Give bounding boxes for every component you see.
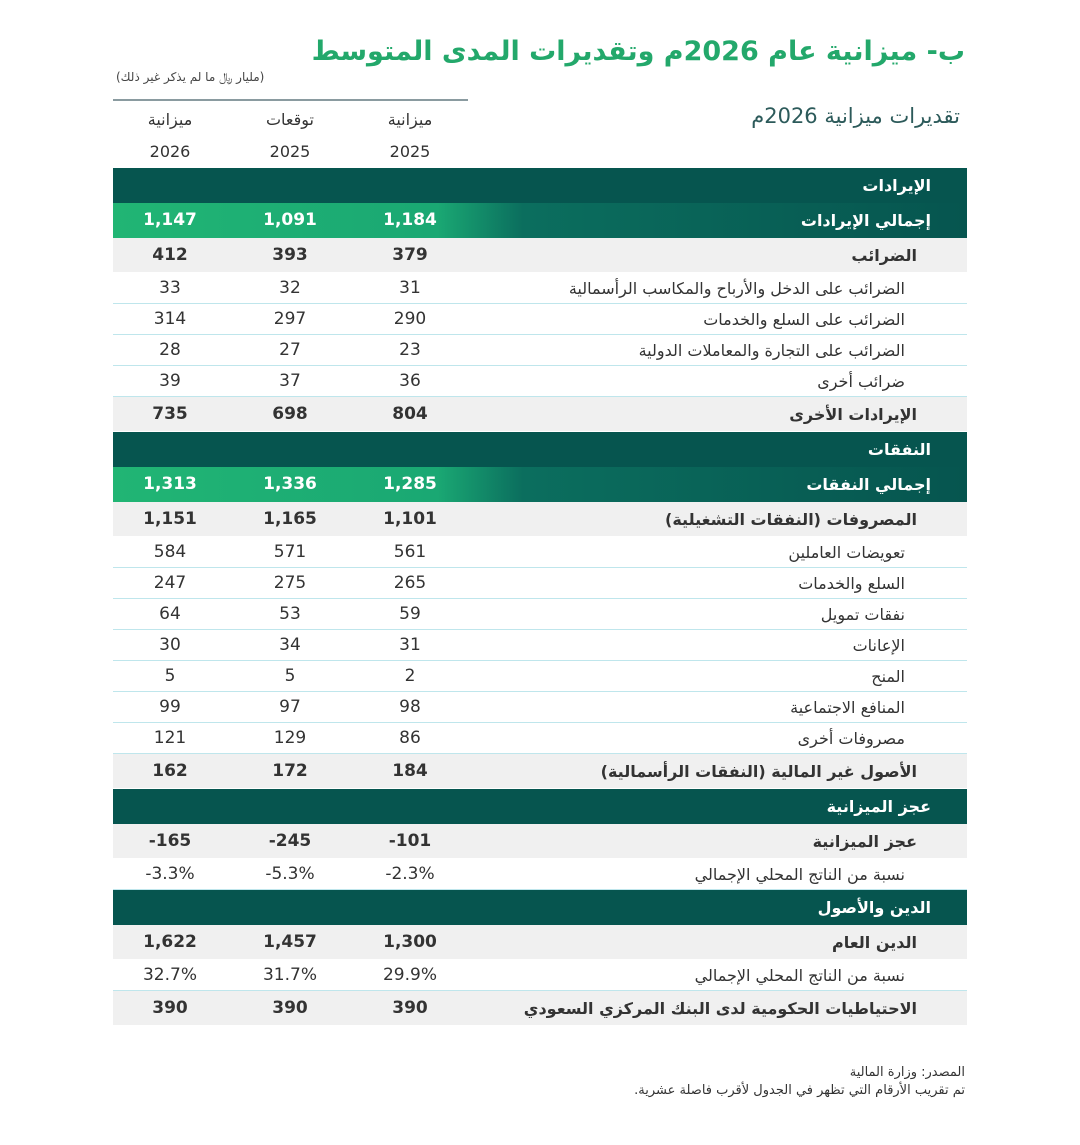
budget-table (113, 168, 967, 1026)
value-forecast-2025: 1,336 (263, 474, 317, 494)
row-label: تعويضات العاملين (788, 543, 905, 562)
value-forecast-2025: 390 (272, 998, 308, 1018)
page-title: ب- ميزانية عام 2026م وتقديرات المدى المتوسط (311, 36, 965, 67)
row-label: ضرائب أخرى (817, 372, 905, 391)
value-forecast-2025: -5.3% (265, 864, 315, 884)
table-subtitle: تقديرات ميزانية 2026م (751, 104, 960, 128)
row-label: الضرائب على السلع والخدمات (703, 310, 905, 329)
value-budget-2026: 1,313 (143, 474, 197, 494)
value-budget-2025: 1,101 (383, 509, 437, 529)
row-label: الضرائب على التجارة والمعاملات الدولية (638, 341, 905, 360)
column-header-line1: ميزانية (147, 110, 193, 129)
column-header-line2: 2025 (389, 142, 431, 161)
value-budget-2025: 86 (399, 728, 421, 748)
value-budget-2025: 290 (393, 309, 427, 329)
total-row (113, 203, 967, 238)
section-header-row (113, 789, 967, 824)
value-forecast-2025: 571 (273, 542, 307, 562)
table-row (113, 238, 967, 273)
column-header-line2: 2026 (149, 142, 191, 161)
row-label: عجز الميزانية (826, 797, 931, 816)
value-forecast-2025: 172 (272, 761, 308, 781)
row-label: الإيرادات الأخرى (789, 405, 917, 424)
value-budget-2026: 32.7% (142, 965, 197, 985)
value-forecast-2025: 97 (279, 697, 301, 717)
table-row (113, 630, 967, 661)
value-forecast-2025: 5 (284, 666, 296, 686)
column-header-forecast-2025 (235, 104, 345, 168)
table-row (113, 824, 967, 859)
value-forecast-2025: 129 (273, 728, 307, 748)
row-label: مصروفات أخرى (797, 729, 905, 748)
row-label: الدين العام (832, 933, 917, 952)
value-budget-2026: 247 (153, 573, 187, 593)
table-row (113, 754, 967, 789)
value-budget-2025: 1,285 (383, 474, 437, 494)
row-label: المنافع الاجتماعية (790, 698, 905, 717)
row-label: المنح (871, 667, 905, 686)
header-divider (113, 99, 468, 101)
row-label: النفقات (867, 440, 931, 459)
value-forecast-2025: 275 (273, 573, 307, 593)
value-budget-2025: 184 (392, 761, 428, 781)
value-budget-2025: 59 (399, 604, 421, 624)
row-label: عجز الميزانية (812, 832, 917, 851)
value-budget-2025: 265 (393, 573, 427, 593)
section-header-row (113, 890, 967, 925)
section-header-row (113, 432, 967, 467)
value-budget-2026: 33 (159, 278, 181, 298)
table-row (113, 661, 967, 692)
value-forecast-2025: 53 (279, 604, 301, 624)
column-header-budget-2025 (355, 104, 465, 168)
value-budget-2026: 1,147 (143, 210, 197, 230)
unit-note: (مليار ﷼ ما لم يذكر غير ذلك) (116, 70, 265, 84)
value-budget-2026: 39 (159, 371, 181, 391)
value-budget-2025: 36 (399, 371, 421, 391)
row-label: الاحتياطيات الحكومية لدى البنك المركزي السعودي (523, 999, 917, 1018)
row-label: الأصول غير المالية (النفقات الرأسمالية) (600, 762, 917, 781)
table-row (113, 273, 967, 304)
total-row (113, 467, 967, 502)
section-header-row (113, 168, 967, 203)
value-forecast-2025: -245 (268, 831, 312, 851)
value-budget-2025: 23 (399, 340, 421, 360)
table-row (113, 960, 967, 991)
value-budget-2026: 30 (159, 635, 181, 655)
value-forecast-2025: 297 (273, 309, 307, 329)
table-row (113, 568, 967, 599)
value-forecast-2025: 1,457 (263, 932, 317, 952)
row-label: نفقات تمويل (820, 605, 905, 624)
column-header-line1: ميزانية (387, 110, 433, 129)
table-row (113, 366, 967, 397)
row-label: المصروفات (النفقات التشغيلية) (665, 510, 917, 529)
table-row (113, 723, 967, 754)
value-forecast-2025: 698 (272, 404, 308, 424)
row-label: الإيرادات (862, 176, 931, 195)
value-forecast-2025: 1,091 (263, 210, 317, 230)
row-label: نسبة من الناتج المحلي الإجمالي (694, 865, 905, 884)
value-budget-2025: 2 (404, 666, 416, 686)
row-label: إجمالي الإيرادات (800, 211, 931, 230)
value-budget-2026: -3.3% (145, 864, 195, 884)
value-budget-2026: 735 (152, 404, 188, 424)
value-budget-2026: 99 (159, 697, 181, 717)
row-label: الضرائب على الدخل والأرباح والمكاسب الرأسمالية (568, 279, 905, 298)
value-budget-2025: -2.3% (385, 864, 435, 884)
value-budget-2025: 29.9% (382, 965, 437, 985)
value-forecast-2025: 1,165 (263, 509, 317, 529)
value-forecast-2025: 37 (279, 371, 301, 391)
rounding-note: تم تقريب الأرقام التي تظهر في الجدول لأقرب فاصلة عشرية. (634, 1083, 965, 1098)
table-row (113, 925, 967, 960)
value-budget-2026: 584 (153, 542, 187, 562)
table-row (113, 991, 967, 1026)
value-budget-2025: 379 (392, 245, 428, 265)
row-label: إجمالي النفقات (806, 475, 931, 494)
value-forecast-2025: 27 (279, 340, 301, 360)
value-budget-2025: 98 (399, 697, 421, 717)
table-row (113, 397, 967, 432)
value-budget-2025: -101 (388, 831, 432, 851)
row-label: الضرائب (851, 246, 917, 265)
column-header-line1: توقعات (265, 110, 315, 129)
value-budget-2025: 561 (393, 542, 427, 562)
value-budget-2026: 412 (152, 245, 188, 265)
row-label: نسبة من الناتج المحلي الإجمالي (694, 966, 905, 985)
table-row (113, 502, 967, 537)
column-header-budget-2026 (115, 104, 225, 168)
table-row (113, 599, 967, 630)
value-budget-2025: 804 (392, 404, 428, 424)
table-row (113, 335, 967, 366)
table-row (113, 304, 967, 335)
value-budget-2026: 64 (159, 604, 181, 624)
value-budget-2026: 1,622 (143, 932, 197, 952)
value-forecast-2025: 34 (279, 635, 301, 655)
value-budget-2026: -165 (148, 831, 192, 851)
value-budget-2025: 31 (399, 635, 421, 655)
footer-notes (634, 1064, 965, 1100)
value-forecast-2025: 31.7% (262, 965, 317, 985)
value-budget-2026: 390 (152, 998, 188, 1018)
table-row (113, 692, 967, 723)
row-label: الإعانات (852, 636, 905, 655)
value-forecast-2025: 393 (272, 245, 308, 265)
value-budget-2026: 121 (153, 728, 187, 748)
value-budget-2026: 5 (164, 666, 176, 686)
value-budget-2026: 314 (153, 309, 187, 329)
value-budget-2026: 162 (152, 761, 188, 781)
value-forecast-2025: 32 (279, 278, 301, 298)
value-budget-2025: 1,300 (383, 932, 437, 952)
table-row (113, 859, 967, 890)
value-budget-2025: 1,184 (383, 210, 437, 230)
source-note: المصدر: وزارة المالية (849, 1065, 965, 1080)
column-header-line2: 2025 (269, 142, 311, 161)
table-row (113, 537, 967, 568)
value-budget-2026: 1,151 (143, 509, 197, 529)
value-budget-2026: 28 (159, 340, 181, 360)
row-label: السلع والخدمات (798, 574, 905, 593)
value-budget-2025: 390 (392, 998, 428, 1018)
row-label: الدين والأصول (817, 898, 931, 917)
value-budget-2025: 31 (399, 278, 421, 298)
